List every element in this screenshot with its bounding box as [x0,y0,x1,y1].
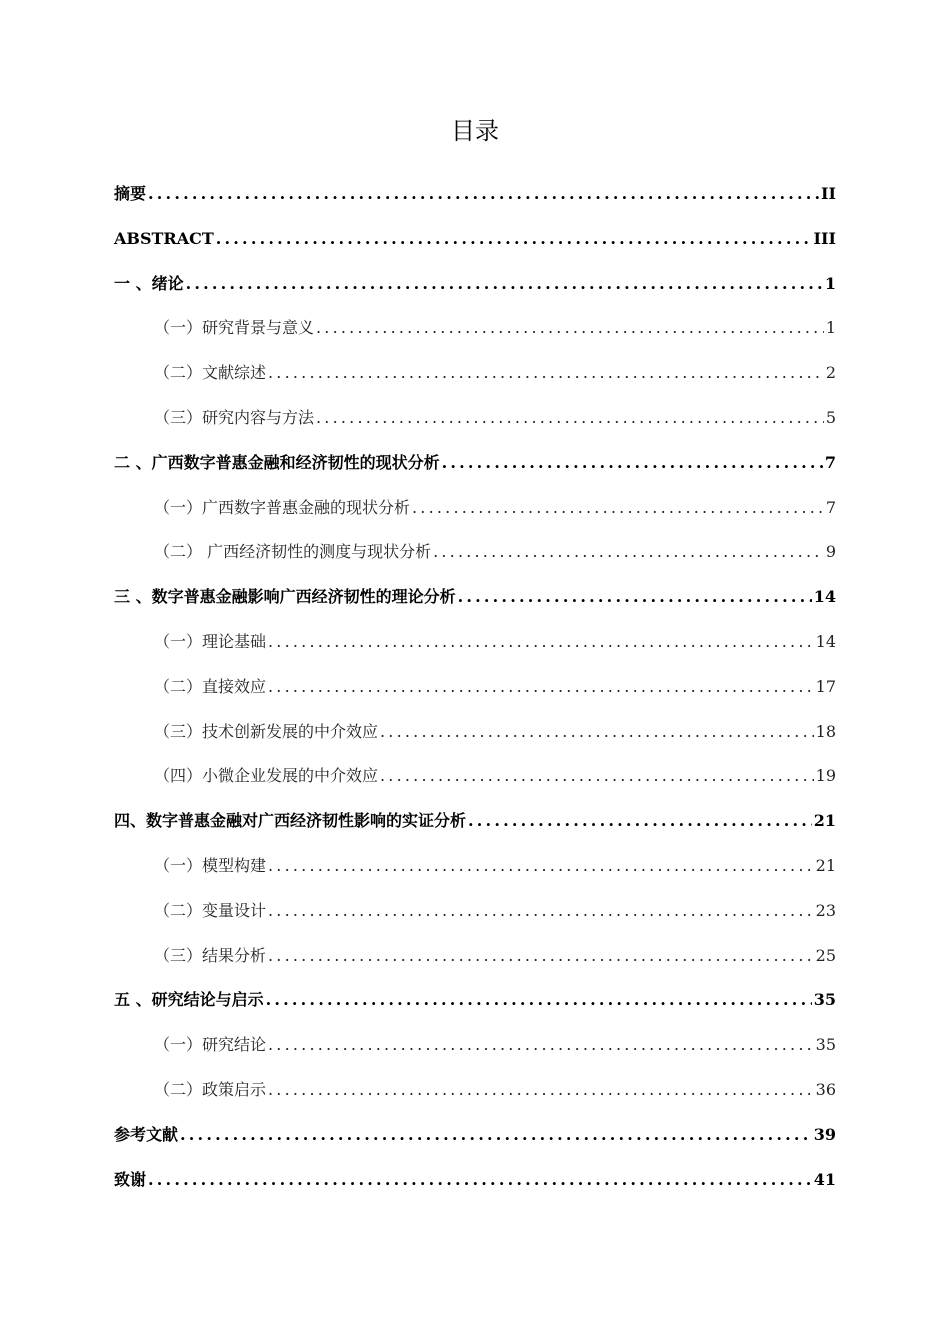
toc-entry[interactable] [114,984,836,1029]
toc-entry[interactable] [114,492,836,537]
toc-leader-dots [442,447,823,479]
toc-entry-page-number: 35 [815,1035,836,1055]
toc-entry[interactable] [114,1074,836,1119]
toc-entry-label: （二）文献综述 [154,363,267,383]
toc-leader-dots [268,1029,814,1061]
toc-entry[interactable] [114,312,836,357]
toc-leader-dots [380,716,814,748]
toc-leader-dots [268,895,814,927]
toc-entry[interactable] [114,178,836,223]
toc-entry-page-number: 25 [815,945,836,965]
toc-leader-dots [180,1119,812,1151]
toc-entry-page-number: 14 [815,631,836,651]
toc-entry[interactable] [114,268,836,313]
toc-leader-dots [268,671,814,703]
toc-entry-label: （一）广西数字普惠金融的现状分析 [154,497,411,517]
toc-entry[interactable] [114,940,836,985]
toc-leader-dots [468,805,812,837]
toc-entry[interactable] [114,581,836,626]
toc-entry-label: （三）技术创新发展的中介效应 [154,721,379,741]
toc-entry-label: 摘要 [114,184,147,203]
toc-entry-page-number: 18 [815,721,836,741]
toc-entry-page-number: 23 [815,900,836,920]
toc-leader-dots [268,940,814,972]
toc-entry-page-number: 36 [815,1079,836,1099]
toc-leader-dots [433,536,824,568]
toc-entry-page-number: 41 [813,1169,836,1189]
toc-entry[interactable] [114,716,836,761]
toc-entry-label: （三）结果分析 [154,945,267,965]
toc-entry-page-number: 21 [813,811,836,831]
toc-entry-page-number: 7 [825,497,836,517]
toc-entry-label: 四、数字普惠金融对广西经济韧性影响的实证分析 [114,811,467,831]
toc-entry-label: 五 、研究结论与启示 [114,990,264,1010]
toc-entry-label: （一）理论基础 [154,631,267,651]
toc-entry-page-number: III [813,228,836,248]
toc-entry[interactable] [114,357,836,402]
toc-leader-dots [148,1164,812,1196]
toc-entry-page-number: 7 [824,452,836,472]
toc-entry-label: （二）政策启示 [154,1079,267,1099]
toc-leader-dots [380,760,814,792]
toc-entry-label: （三）研究内容与方法 [154,407,315,427]
toc-entry-page-number: 5 [825,407,836,427]
toc-entry-page-number: 19 [815,766,836,786]
toc-entry[interactable] [114,626,836,671]
toc-entry-label: （二）变量设计 [154,900,267,920]
toc-entry[interactable] [114,895,836,940]
toc-entry-page-number: 35 [813,990,836,1010]
toc-entry[interactable] [114,536,836,581]
toc-leader-dots [148,178,819,210]
toc-leader-dots [268,357,824,389]
toc-leader-dots [458,581,812,613]
toc-entry-label: 二 、广西数字普惠金融和经济韧性的现状分析 [114,452,440,472]
toc-entry[interactable] [114,1119,836,1164]
toc-title: 目录 [451,117,499,145]
toc-entry-page-number: 14 [813,587,836,607]
toc-entry-page-number: 1 [824,273,836,293]
toc-leader-dots [268,850,814,882]
toc-entry[interactable] [114,671,836,716]
toc-entry-label: 三 、数字普惠金融影响广西经济韧性的理论分析 [114,587,456,607]
toc-entry-label: （一）模型构建 [154,855,267,875]
toc-leader-dots [316,402,824,434]
toc-entry[interactable] [114,1029,836,1074]
toc-leader-dots [186,268,823,300]
toc-list [114,178,836,1208]
toc-leader-dots [268,626,814,658]
toc-leader-dots [268,1074,814,1106]
toc-entry-label: （一）研究结论 [154,1035,267,1055]
toc-entry[interactable] [114,850,836,895]
toc-entry[interactable] [114,447,836,492]
toc-entry-label: 一 、绪论 [114,273,184,293]
toc-entry[interactable] [114,1164,836,1209]
toc-entry-label: （二）直接效应 [154,676,267,696]
toc-entry-page-number: II [821,184,836,203]
toc-entry[interactable] [114,760,836,805]
toc-entry-label: 致谢 [114,1169,147,1189]
toc-leader-dots [266,984,812,1016]
toc-leader-dots [216,223,812,255]
toc-entry-page-number: 21 [815,855,836,875]
toc-entry-label: 参考文献 [114,1124,179,1144]
toc-entry-label: （二） 广西经济韧性的测度与现状分析 [154,542,432,562]
toc-entry-page-number: 9 [825,542,836,562]
toc-leader-dots [412,492,824,524]
toc-entry-page-number: 1 [825,318,836,338]
toc-entry-label: ABSTRACT [114,228,214,248]
toc-entry-page-number: 2 [825,363,836,383]
toc-entry-page-number: 39 [813,1124,836,1144]
toc-entry[interactable] [114,402,836,447]
toc-entry-label: （四）小微企业发展的中介效应 [154,766,379,786]
toc-entry-page-number: 17 [815,676,836,696]
toc-leader-dots [316,312,824,344]
toc-entry[interactable] [114,805,836,850]
toc-entry-label: （一）研究背景与意义 [154,318,315,338]
toc-entry[interactable] [114,223,836,268]
